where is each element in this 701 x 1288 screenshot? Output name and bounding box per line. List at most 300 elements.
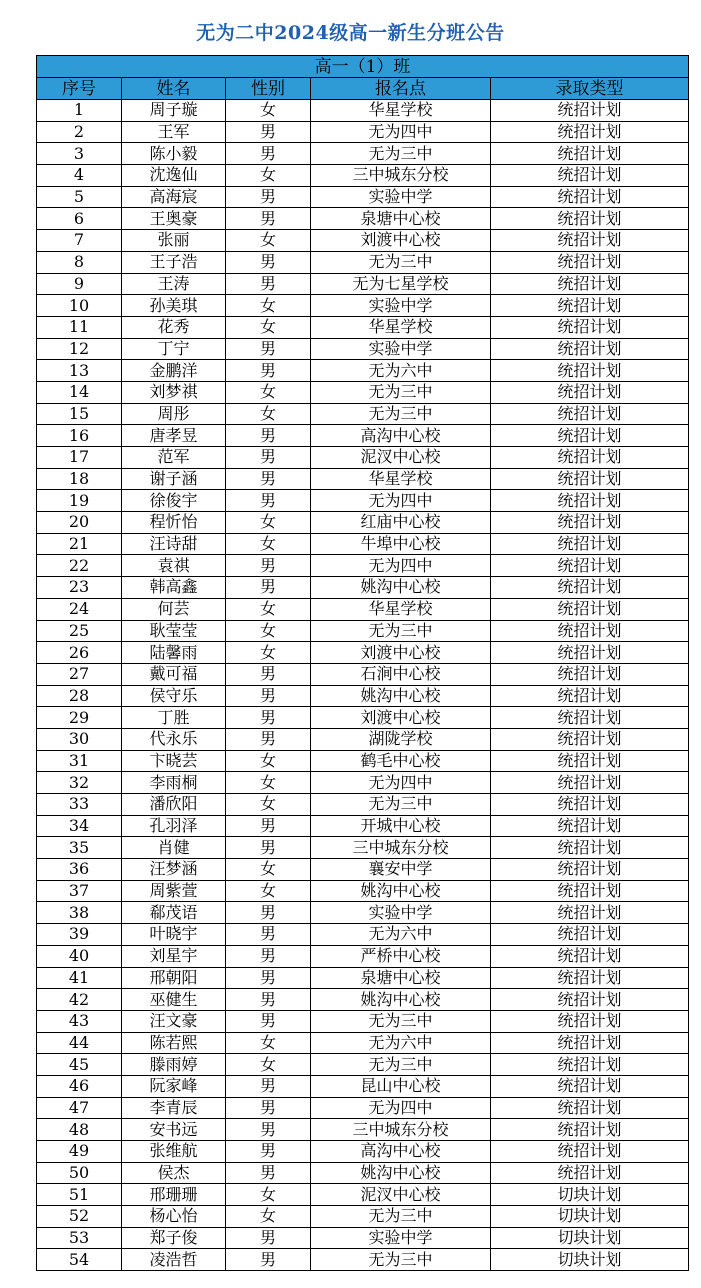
cell-admission-type: 统招计划 bbox=[491, 143, 689, 165]
cell-admission-type: 统招计划 bbox=[491, 273, 689, 295]
cell-name: 王军 bbox=[122, 121, 226, 143]
cell-name: 滕雨婷 bbox=[122, 1054, 226, 1076]
cell-admission-type: 统招计划 bbox=[491, 251, 689, 273]
cell-school: 三中城东分校 bbox=[311, 165, 491, 187]
cell-name: 刘星宇 bbox=[122, 945, 226, 967]
table-row bbox=[37, 533, 689, 555]
table-row bbox=[37, 447, 689, 469]
cell-number: 12 bbox=[37, 338, 122, 360]
cell-gender: 男 bbox=[226, 143, 311, 165]
table-row bbox=[37, 1119, 689, 1141]
cell-number: 4 bbox=[37, 165, 122, 187]
cell-name: 周子璇 bbox=[122, 100, 226, 122]
cell-name: 凌浩哲 bbox=[122, 1249, 226, 1271]
cell-gender: 女 bbox=[226, 1184, 311, 1206]
cell-name: 潘欣阳 bbox=[122, 794, 226, 816]
cell-admission-type: 统招计划 bbox=[491, 1010, 689, 1032]
cell-admission-type: 统招计划 bbox=[491, 512, 689, 534]
cell-school: 无为三中 bbox=[311, 794, 491, 816]
cell-gender: 男 bbox=[226, 490, 311, 512]
cell-name: 徐俊宇 bbox=[122, 490, 226, 512]
cell-admission-type: 统招计划 bbox=[491, 685, 689, 707]
cell-name: 侯守乐 bbox=[122, 685, 226, 707]
table-row bbox=[37, 186, 689, 208]
cell-admission-type: 统招计划 bbox=[491, 100, 689, 122]
cell-name: 郗茂语 bbox=[122, 902, 226, 924]
cell-number: 45 bbox=[37, 1054, 122, 1076]
cell-number: 48 bbox=[37, 1119, 122, 1141]
table-row bbox=[37, 360, 689, 382]
cell-gender: 男 bbox=[226, 1249, 311, 1271]
table-row bbox=[37, 555, 689, 577]
cell-school: 实验中学 bbox=[311, 1227, 491, 1249]
cell-gender: 男 bbox=[226, 447, 311, 469]
cell-number: 51 bbox=[37, 1184, 122, 1206]
cell-school: 华星学校 bbox=[311, 468, 491, 490]
cell-admission-type: 统招计划 bbox=[491, 555, 689, 577]
cell-admission-type: 统招计划 bbox=[491, 490, 689, 512]
cell-school: 实验中学 bbox=[311, 295, 491, 317]
cell-school: 无为三中 bbox=[311, 1010, 491, 1032]
table-row bbox=[37, 989, 689, 1011]
cell-number: 27 bbox=[37, 663, 122, 685]
cell-school: 华星学校 bbox=[311, 316, 491, 338]
cell-number: 24 bbox=[37, 598, 122, 620]
cell-gender: 女 bbox=[226, 880, 311, 902]
table-row bbox=[37, 880, 689, 902]
cell-number: 22 bbox=[37, 555, 122, 577]
cell-number: 28 bbox=[37, 685, 122, 707]
cell-number: 35 bbox=[37, 837, 122, 859]
table-row bbox=[37, 902, 689, 924]
table-row bbox=[37, 468, 689, 490]
cell-number: 31 bbox=[37, 750, 122, 772]
cell-school: 昆山中心校 bbox=[311, 1075, 491, 1097]
cell-name: 刘梦祺 bbox=[122, 381, 226, 403]
cell-admission-type: 统招计划 bbox=[491, 859, 689, 881]
cell-gender: 男 bbox=[226, 273, 311, 295]
table-row bbox=[37, 924, 689, 946]
cell-gender: 男 bbox=[226, 663, 311, 685]
cell-name: 邢珊珊 bbox=[122, 1184, 226, 1206]
table-row bbox=[37, 251, 689, 273]
table-row bbox=[37, 945, 689, 967]
cell-number: 10 bbox=[37, 295, 122, 317]
cell-number: 16 bbox=[37, 425, 122, 447]
cell-admission-type: 统招计划 bbox=[491, 989, 689, 1011]
cell-school: 姚沟中心校 bbox=[311, 1162, 491, 1184]
cell-admission-type: 统招计划 bbox=[491, 707, 689, 729]
table-row bbox=[37, 316, 689, 338]
cell-admission-type: 统招计划 bbox=[491, 295, 689, 317]
cell-number: 40 bbox=[37, 945, 122, 967]
table-row bbox=[37, 967, 689, 989]
cell-school: 无为三中 bbox=[311, 620, 491, 642]
cell-admission-type: 切块计划 bbox=[491, 1184, 689, 1206]
column-header-school: 报名点 bbox=[311, 78, 491, 100]
cell-name: 巫健生 bbox=[122, 989, 226, 1011]
table-row bbox=[37, 577, 689, 599]
cell-name: 代永乐 bbox=[122, 728, 226, 750]
table-row bbox=[37, 1206, 689, 1228]
table-row bbox=[37, 1075, 689, 1097]
cell-school: 石涧中心校 bbox=[311, 663, 491, 685]
cell-gender: 男 bbox=[226, 1075, 311, 1097]
cell-number: 36 bbox=[37, 859, 122, 881]
cell-number: 46 bbox=[37, 1075, 122, 1097]
cell-admission-type: 统招计划 bbox=[491, 1097, 689, 1119]
cell-school: 刘渡中心校 bbox=[311, 642, 491, 664]
cell-school: 姚沟中心校 bbox=[311, 685, 491, 707]
table-row bbox=[37, 663, 689, 685]
cell-admission-type: 统招计划 bbox=[491, 381, 689, 403]
cell-number: 8 bbox=[37, 251, 122, 273]
table-row bbox=[37, 794, 689, 816]
cell-name: 汪文豪 bbox=[122, 1010, 226, 1032]
cell-number: 25 bbox=[37, 620, 122, 642]
cell-gender: 男 bbox=[226, 208, 311, 230]
cell-name: 谢子涵 bbox=[122, 468, 226, 490]
table-row bbox=[37, 512, 689, 534]
cell-admission-type: 统招计划 bbox=[491, 360, 689, 382]
cell-gender: 男 bbox=[226, 815, 311, 837]
cell-name: 安书远 bbox=[122, 1119, 226, 1141]
cell-admission-type: 统招计划 bbox=[491, 316, 689, 338]
table-row bbox=[37, 1162, 689, 1184]
cell-name: 丁胜 bbox=[122, 707, 226, 729]
cell-school: 泉塘中心校 bbox=[311, 208, 491, 230]
cell-name: 戴可福 bbox=[122, 663, 226, 685]
cell-school: 牛埠中心校 bbox=[311, 533, 491, 555]
cell-gender: 男 bbox=[226, 902, 311, 924]
cell-admission-type: 切块计划 bbox=[491, 1206, 689, 1228]
cell-gender: 男 bbox=[226, 186, 311, 208]
cell-name: 沈逸仙 bbox=[122, 165, 226, 187]
table-row bbox=[37, 598, 689, 620]
cell-number: 5 bbox=[37, 186, 122, 208]
cell-admission-type: 统招计划 bbox=[491, 924, 689, 946]
table-row bbox=[37, 121, 689, 143]
cell-admission-type: 统招计划 bbox=[491, 468, 689, 490]
cell-admission-type: 统招计划 bbox=[491, 208, 689, 230]
cell-gender: 男 bbox=[226, 555, 311, 577]
cell-admission-type: 统招计划 bbox=[491, 967, 689, 989]
cell-admission-type: 统招计划 bbox=[491, 815, 689, 837]
cell-number: 23 bbox=[37, 577, 122, 599]
cell-number: 39 bbox=[37, 924, 122, 946]
cell-school: 襄安中学 bbox=[311, 859, 491, 881]
cell-name: 卞晓芸 bbox=[122, 750, 226, 772]
cell-number: 3 bbox=[37, 143, 122, 165]
cell-number: 37 bbox=[37, 880, 122, 902]
cell-admission-type: 统招计划 bbox=[491, 447, 689, 469]
cell-gender: 女 bbox=[226, 1206, 311, 1228]
cell-name: 叶晓宇 bbox=[122, 924, 226, 946]
table-row bbox=[37, 1249, 689, 1271]
cell-school: 红庙中心校 bbox=[311, 512, 491, 534]
table-row bbox=[37, 1010, 689, 1032]
cell-name: 李雨桐 bbox=[122, 772, 226, 794]
cell-school: 无为六中 bbox=[311, 360, 491, 382]
table-row bbox=[37, 381, 689, 403]
cell-number: 30 bbox=[37, 728, 122, 750]
table-row bbox=[37, 1184, 689, 1206]
cell-number: 44 bbox=[37, 1032, 122, 1054]
cell-name: 汪梦涵 bbox=[122, 859, 226, 881]
table-row bbox=[37, 620, 689, 642]
cell-name: 张维航 bbox=[122, 1141, 226, 1163]
cell-school: 高沟中心校 bbox=[311, 1141, 491, 1163]
cell-gender: 男 bbox=[226, 468, 311, 490]
cell-admission-type: 统招计划 bbox=[491, 1162, 689, 1184]
cell-school: 实验中学 bbox=[311, 902, 491, 924]
cell-number: 54 bbox=[37, 1249, 122, 1271]
cell-gender: 男 bbox=[226, 251, 311, 273]
cell-name: 阮家峰 bbox=[122, 1075, 226, 1097]
cell-school: 刘渡中心校 bbox=[311, 230, 491, 252]
cell-gender: 女 bbox=[226, 772, 311, 794]
cell-number: 21 bbox=[37, 533, 122, 555]
cell-name: 程忻怡 bbox=[122, 512, 226, 534]
cell-name: 李青辰 bbox=[122, 1097, 226, 1119]
cell-gender: 女 bbox=[226, 620, 311, 642]
cell-gender: 男 bbox=[226, 1141, 311, 1163]
cell-school: 实验中学 bbox=[311, 338, 491, 360]
cell-gender: 男 bbox=[226, 728, 311, 750]
cell-gender: 男 bbox=[226, 338, 311, 360]
cell-gender: 女 bbox=[226, 512, 311, 534]
cell-number: 19 bbox=[37, 490, 122, 512]
table-row bbox=[37, 642, 689, 664]
cell-gender: 女 bbox=[226, 165, 311, 187]
cell-admission-type: 统招计划 bbox=[491, 837, 689, 859]
column-header-row bbox=[37, 78, 689, 100]
table-row bbox=[37, 230, 689, 252]
cell-admission-type: 统招计划 bbox=[491, 728, 689, 750]
column-header-number: 序号 bbox=[37, 78, 122, 100]
cell-school: 泉塘中心校 bbox=[311, 967, 491, 989]
cell-gender: 男 bbox=[226, 360, 311, 382]
cell-school: 无为四中 bbox=[311, 772, 491, 794]
column-header-name: 姓名 bbox=[122, 78, 226, 100]
cell-school: 开城中心校 bbox=[311, 815, 491, 837]
cell-gender: 女 bbox=[226, 750, 311, 772]
cell-name: 高海宸 bbox=[122, 186, 226, 208]
cell-school: 无为六中 bbox=[311, 924, 491, 946]
cell-school: 姚沟中心校 bbox=[311, 577, 491, 599]
cell-admission-type: 统招计划 bbox=[491, 186, 689, 208]
table-row bbox=[37, 1032, 689, 1054]
cell-admission-type: 统招计划 bbox=[491, 794, 689, 816]
cell-school: 无为四中 bbox=[311, 1097, 491, 1119]
cell-school: 刘渡中心校 bbox=[311, 707, 491, 729]
cell-school: 无为三中 bbox=[311, 143, 491, 165]
cell-gender: 女 bbox=[226, 1054, 311, 1076]
cell-admission-type: 统招计划 bbox=[491, 750, 689, 772]
cell-name: 肖健 bbox=[122, 837, 226, 859]
cell-number: 42 bbox=[37, 989, 122, 1011]
cell-number: 13 bbox=[37, 360, 122, 382]
cell-number: 52 bbox=[37, 1206, 122, 1228]
table-row bbox=[37, 208, 689, 230]
cell-name: 王奥豪 bbox=[122, 208, 226, 230]
cell-gender: 男 bbox=[226, 945, 311, 967]
cell-number: 47 bbox=[37, 1097, 122, 1119]
cell-gender: 女 bbox=[226, 316, 311, 338]
table-row bbox=[37, 338, 689, 360]
table-row bbox=[37, 403, 689, 425]
cell-name: 周紫萱 bbox=[122, 880, 226, 902]
cell-name: 陆馨雨 bbox=[122, 642, 226, 664]
cell-gender: 男 bbox=[226, 837, 311, 859]
cell-number: 14 bbox=[37, 381, 122, 403]
table-row bbox=[37, 1054, 689, 1076]
cell-name: 陈若熙 bbox=[122, 1032, 226, 1054]
cell-gender: 女 bbox=[226, 642, 311, 664]
cell-school: 无为四中 bbox=[311, 490, 491, 512]
cell-school: 无为三中 bbox=[311, 381, 491, 403]
cell-number: 18 bbox=[37, 468, 122, 490]
cell-admission-type: 切块计划 bbox=[491, 1227, 689, 1249]
cell-name: 耿莹莹 bbox=[122, 620, 226, 642]
table-row bbox=[37, 100, 689, 122]
cell-school: 华星学校 bbox=[311, 598, 491, 620]
cell-number: 34 bbox=[37, 815, 122, 837]
cell-gender: 男 bbox=[226, 685, 311, 707]
cell-name: 花秀 bbox=[122, 316, 226, 338]
cell-admission-type: 统招计划 bbox=[491, 772, 689, 794]
cell-admission-type: 统招计划 bbox=[491, 1119, 689, 1141]
cell-admission-type: 统招计划 bbox=[491, 1141, 689, 1163]
cell-admission-type: 统招计划 bbox=[491, 577, 689, 599]
cell-gender: 男 bbox=[226, 1227, 311, 1249]
cell-gender: 女 bbox=[226, 295, 311, 317]
cell-number: 49 bbox=[37, 1141, 122, 1163]
cell-number: 50 bbox=[37, 1162, 122, 1184]
cell-admission-type: 统招计划 bbox=[491, 663, 689, 685]
table-row bbox=[37, 815, 689, 837]
cell-name: 韩高鑫 bbox=[122, 577, 226, 599]
cell-school: 姚沟中心校 bbox=[311, 880, 491, 902]
cell-admission-type: 统招计划 bbox=[491, 902, 689, 924]
cell-gender: 男 bbox=[226, 989, 311, 1011]
cell-gender: 女 bbox=[226, 859, 311, 881]
table-row bbox=[37, 772, 689, 794]
cell-gender: 女 bbox=[226, 598, 311, 620]
cell-number: 33 bbox=[37, 794, 122, 816]
cell-number: 32 bbox=[37, 772, 122, 794]
cell-gender: 女 bbox=[226, 794, 311, 816]
cell-school: 无为三中 bbox=[311, 251, 491, 273]
cell-name: 孙美琪 bbox=[122, 295, 226, 317]
table-row bbox=[37, 425, 689, 447]
cell-admission-type: 统招计划 bbox=[491, 165, 689, 187]
roster-body bbox=[37, 100, 689, 1271]
cell-school: 鹤毛中心校 bbox=[311, 750, 491, 772]
class-roster-table bbox=[36, 55, 689, 1271]
table-row bbox=[37, 1227, 689, 1249]
table-row bbox=[37, 273, 689, 295]
table-row bbox=[37, 750, 689, 772]
cell-school: 严桥中心校 bbox=[311, 945, 491, 967]
cell-gender: 男 bbox=[226, 425, 311, 447]
cell-gender: 女 bbox=[226, 1032, 311, 1054]
cell-name: 王涛 bbox=[122, 273, 226, 295]
cell-admission-type: 统招计划 bbox=[491, 533, 689, 555]
cell-number: 7 bbox=[37, 230, 122, 252]
cell-school: 泥汊中心校 bbox=[311, 1184, 491, 1206]
cell-school: 泥汊中心校 bbox=[311, 447, 491, 469]
cell-name: 何芸 bbox=[122, 598, 226, 620]
table-row bbox=[37, 165, 689, 187]
cell-number: 53 bbox=[37, 1227, 122, 1249]
cell-gender: 男 bbox=[226, 1162, 311, 1184]
cell-name: 杨心怡 bbox=[122, 1206, 226, 1228]
cell-admission-type: 统招计划 bbox=[491, 1075, 689, 1097]
cell-admission-type: 统招计划 bbox=[491, 230, 689, 252]
cell-gender: 男 bbox=[226, 967, 311, 989]
cell-number: 26 bbox=[37, 642, 122, 664]
cell-number: 15 bbox=[37, 403, 122, 425]
cell-gender: 男 bbox=[226, 924, 311, 946]
cell-school: 三中城东分校 bbox=[311, 1119, 491, 1141]
cell-admission-type: 统招计划 bbox=[491, 880, 689, 902]
cell-name: 袁祺 bbox=[122, 555, 226, 577]
cell-name: 周彤 bbox=[122, 403, 226, 425]
table-row bbox=[37, 859, 689, 881]
cell-gender: 女 bbox=[226, 533, 311, 555]
cell-name: 孔羽泽 bbox=[122, 815, 226, 837]
cell-admission-type: 统招计划 bbox=[491, 642, 689, 664]
cell-school: 姚沟中心校 bbox=[311, 989, 491, 1011]
cell-school: 无为三中 bbox=[311, 1054, 491, 1076]
cell-school: 无为三中 bbox=[311, 1206, 491, 1228]
table-row bbox=[37, 728, 689, 750]
table-row bbox=[37, 1141, 689, 1163]
cell-number: 43 bbox=[37, 1010, 122, 1032]
cell-name: 范军 bbox=[122, 447, 226, 469]
cell-name: 唐孝昱 bbox=[122, 425, 226, 447]
page-title: 无为二中2024级高一新生分班公告 bbox=[196, 22, 505, 44]
cell-admission-type: 统招计划 bbox=[491, 425, 689, 447]
cell-school: 无为三中 bbox=[311, 403, 491, 425]
cell-name: 丁宁 bbox=[122, 338, 226, 360]
cell-name: 金鹏洋 bbox=[122, 360, 226, 382]
column-header-admission-type: 录取类型 bbox=[491, 78, 689, 100]
cell-school: 无为四中 bbox=[311, 121, 491, 143]
cell-name: 王子浩 bbox=[122, 251, 226, 273]
class-name: 高一（1）班 bbox=[37, 56, 689, 78]
cell-admission-type: 统招计划 bbox=[491, 338, 689, 360]
class-header-row bbox=[37, 56, 689, 78]
cell-school: 无为六中 bbox=[311, 1032, 491, 1054]
column-header-gender: 性别 bbox=[226, 78, 311, 100]
cell-name: 汪诗甜 bbox=[122, 533, 226, 555]
cell-admission-type: 统招计划 bbox=[491, 620, 689, 642]
cell-number: 17 bbox=[37, 447, 122, 469]
cell-admission-type: 切块计划 bbox=[491, 1249, 689, 1271]
cell-number: 29 bbox=[37, 707, 122, 729]
table-row bbox=[37, 707, 689, 729]
cell-number: 20 bbox=[37, 512, 122, 534]
cell-name: 陈小毅 bbox=[122, 143, 226, 165]
table-row bbox=[37, 685, 689, 707]
cell-gender: 男 bbox=[226, 577, 311, 599]
cell-admission-type: 统招计划 bbox=[491, 598, 689, 620]
cell-name: 张丽 bbox=[122, 230, 226, 252]
cell-name: 邢朝阳 bbox=[122, 967, 226, 989]
cell-number: 6 bbox=[37, 208, 122, 230]
